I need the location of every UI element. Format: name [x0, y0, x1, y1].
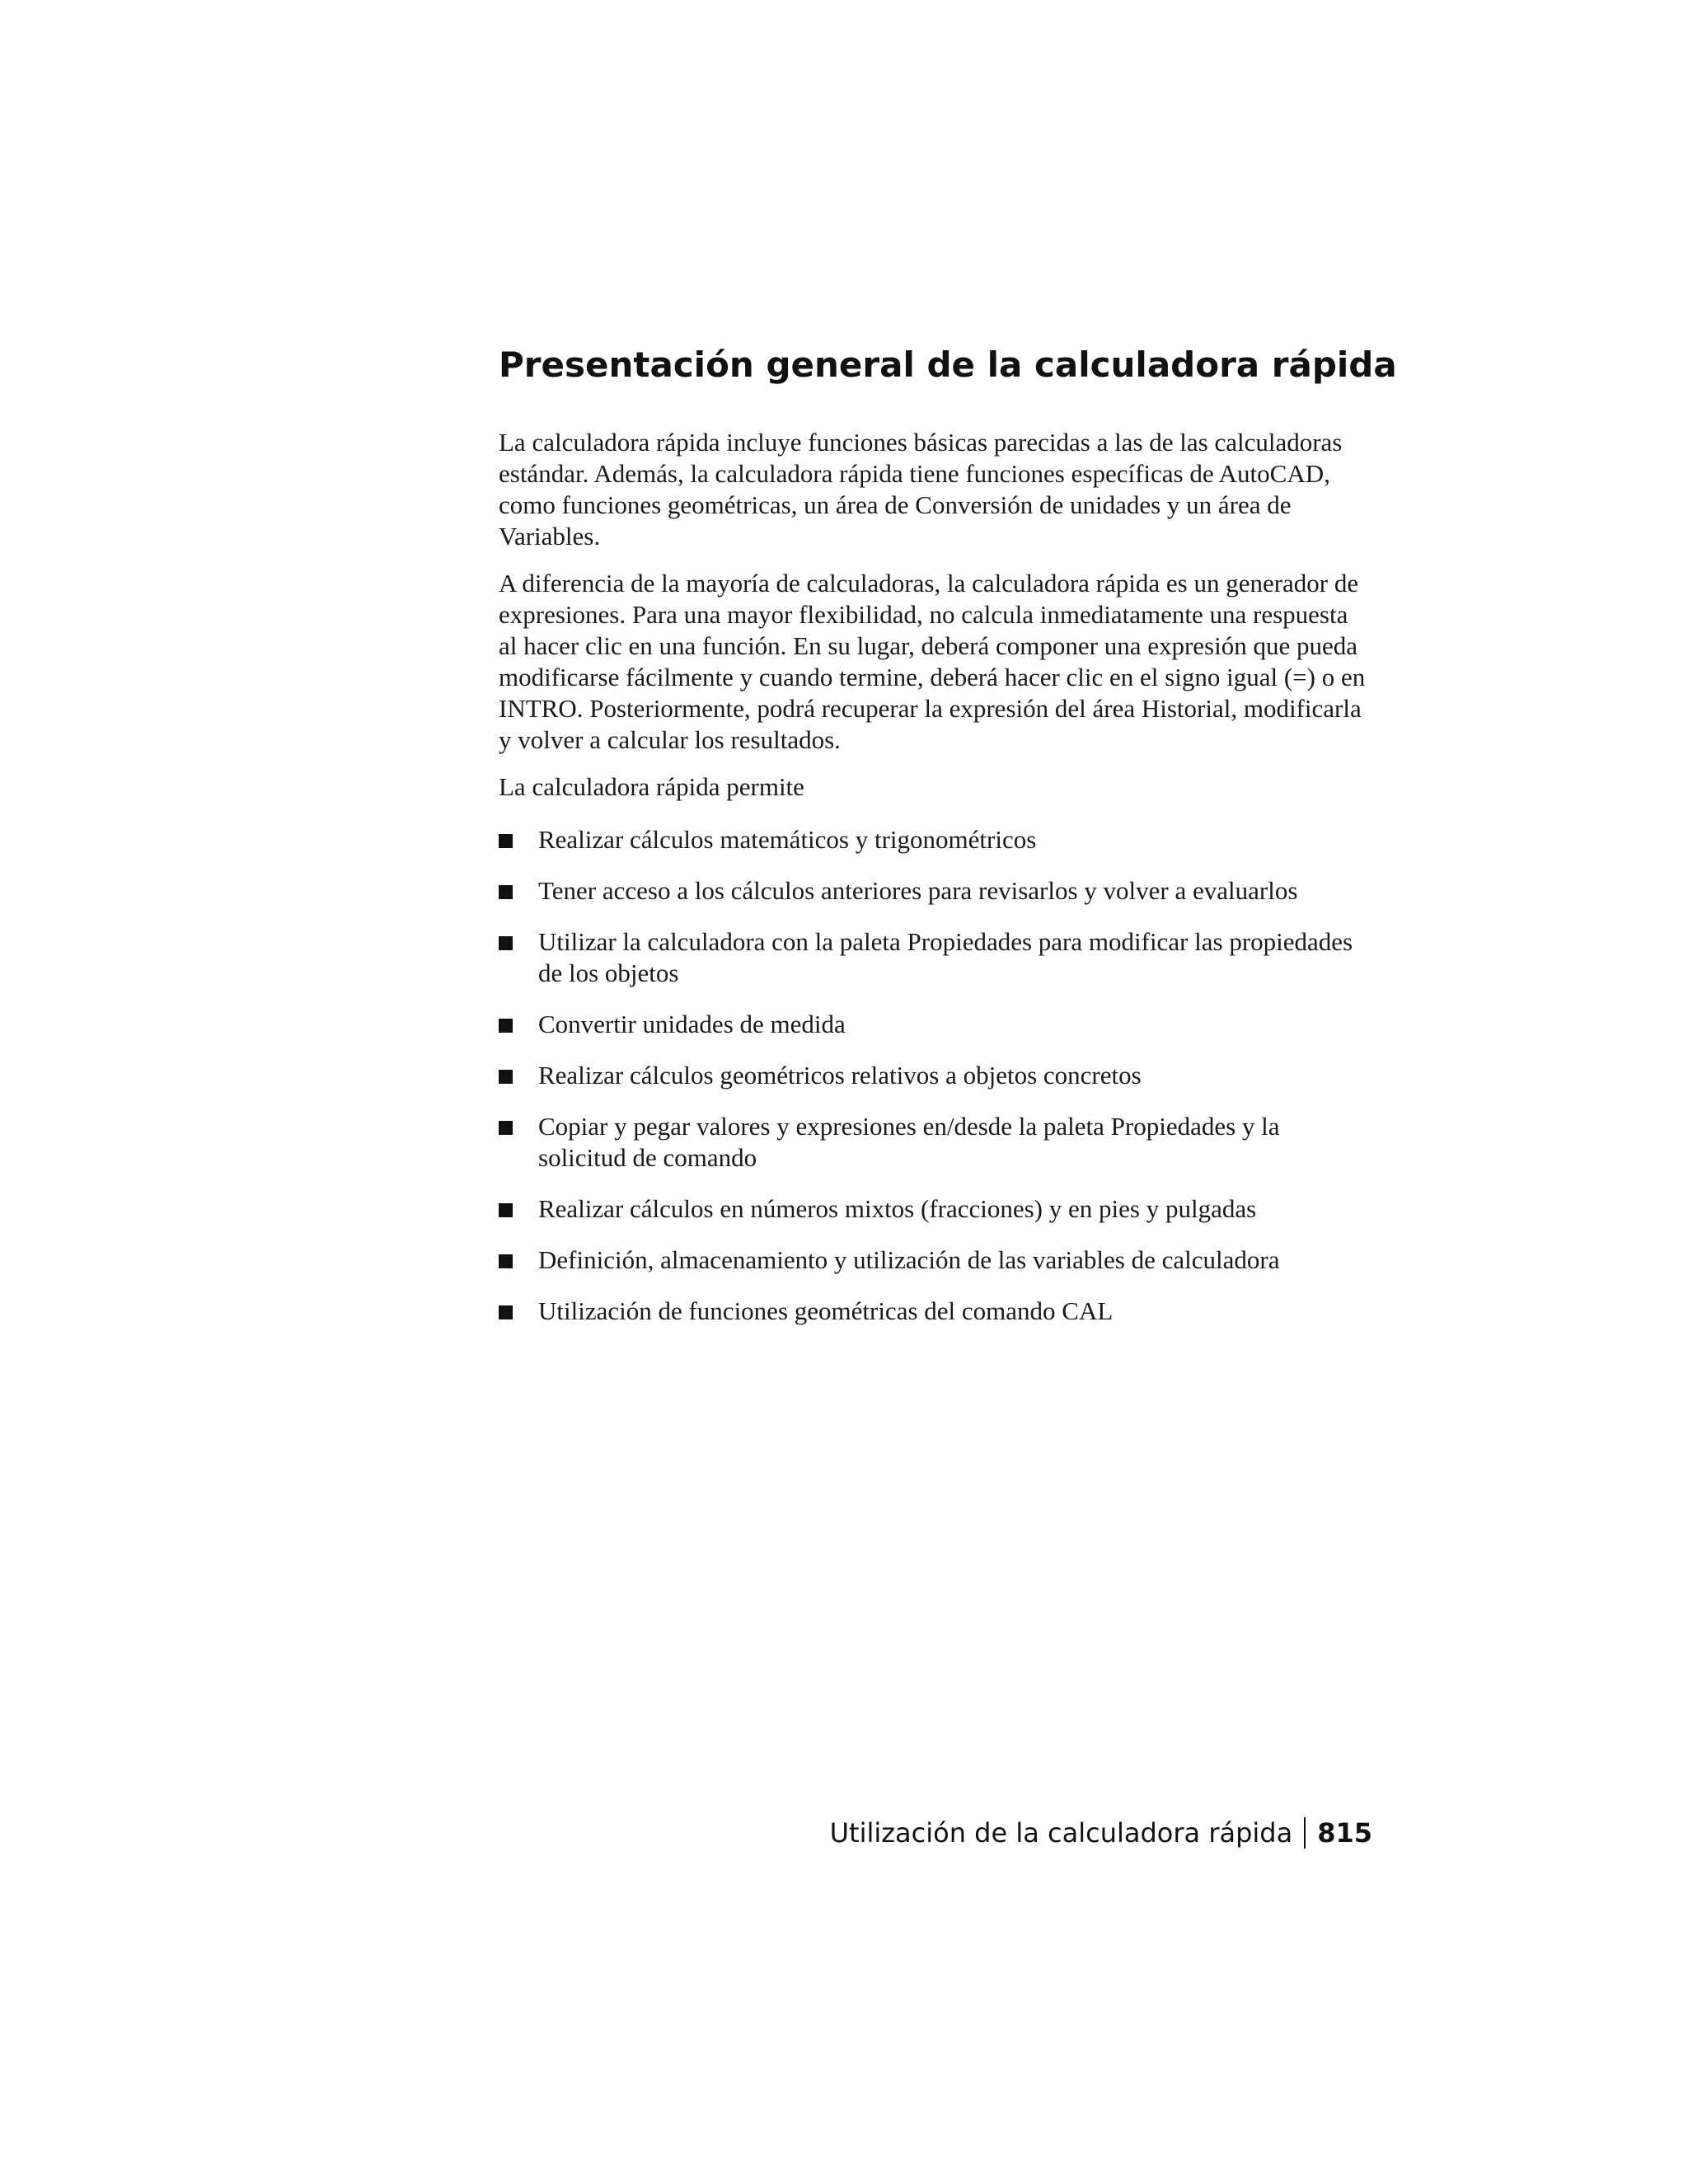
list-item [499, 824, 1372, 855]
bullet-square-icon [499, 1203, 513, 1217]
bullet-list [499, 824, 1372, 1327]
list-item [499, 1193, 1372, 1225]
list-item-text: Realizar cálculos en números mixtos (fracciones) y en pies y pulgadas [538, 1194, 1257, 1223]
list-item-text: Convertir unidades de medida [538, 1010, 846, 1038]
list-item-text: Realizar cálculos geométricos relativos a objetos concretos [538, 1061, 1142, 1090]
page-title: Presentación general de la calculadora rápida [499, 344, 1397, 385]
bullet-square-icon [499, 1019, 513, 1033]
list-item-text: Utilizar la calculadora con la paleta Propiedades para modificar las propiedades de los objetos [538, 927, 1353, 987]
bullet-square-icon [499, 834, 513, 848]
list-item-text: Definición, almacenamiento y utilización de las variables de calculadora [538, 1245, 1280, 1274]
bullet-square-icon [499, 1121, 513, 1135]
list-item [499, 1296, 1372, 1327]
paragraph: La calculadora rápida permite [499, 772, 804, 801]
bullet-square-icon [499, 1305, 513, 1319]
list-item [499, 875, 1372, 907]
list-item [499, 1244, 1372, 1276]
page-number: 815 [1317, 1817, 1372, 1849]
bullet-square-icon [499, 1254, 513, 1268]
bullet-square-icon [499, 885, 513, 899]
list-item [499, 1009, 1372, 1040]
list-item-text: Utilización de funciones geométricas del comando CAL [538, 1296, 1114, 1325]
paragraph: La calculadora rápida incluye funciones básicas parecidas a las de las calculadoras estándar. Además, la calculadora rápida tiene funciones específicas de AutoCAD, como funciones geométricas, un área de Conversión de unidades y un área de Variables. [499, 428, 1343, 551]
list-item [499, 1111, 1372, 1174]
footer-divider [1304, 1817, 1306, 1849]
list-item [499, 926, 1372, 989]
bullet-square-icon [499, 1070, 513, 1084]
list-item [499, 1060, 1372, 1091]
paragraph: A diferencia de la mayoría de calculadoras, la calculadora rápida es un generador de expresiones. Para una mayor flexibilidad, no calcula inmediatamente una respuesta al hacer clic en una función. En su lugar, deberá componer una expresión que pueda modificarse fácilmente y cuando termine, deberá hacer clic en el signo igual (=) o en INTRO. Posteriormente, podrá recuperar la expresión del área Historial, modificarla y volver a calcular los resultados. [499, 569, 1366, 754]
body-text [499, 427, 1372, 1347]
bullet-square-icon [499, 936, 513, 950]
list-item-text: Realizar cálculos matemáticos y trigonométricos [538, 825, 1037, 854]
footer-chapter-title: Utilización de la calculadora rápida [829, 1817, 1293, 1849]
list-item-text: Tener acceso a los cálculos anteriores para revisarlos y volver a evaluarlos [538, 876, 1298, 905]
page-footer [830, 1816, 1372, 1849]
list-item-text: Copiar y pegar valores y expresiones en/desde la paleta Propiedades y la solicitud de comando [538, 1112, 1280, 1172]
